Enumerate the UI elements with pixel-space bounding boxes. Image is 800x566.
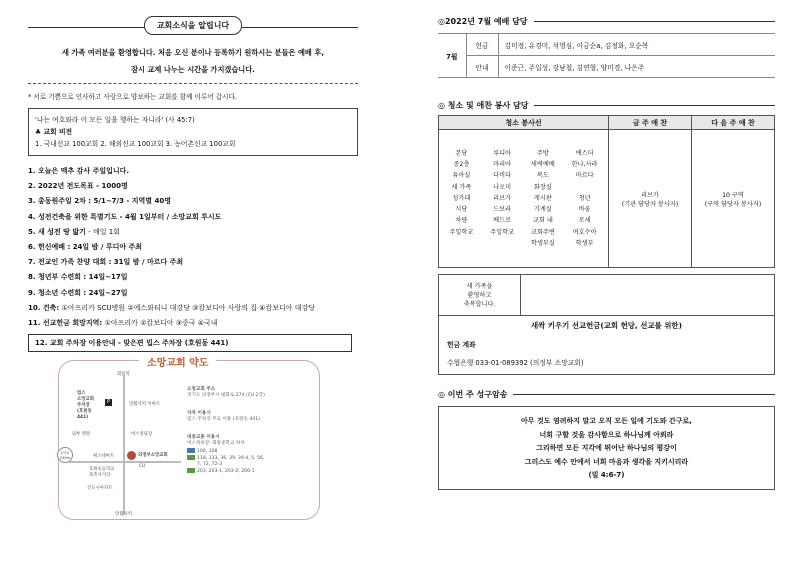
church-pin-icon: [127, 451, 136, 460]
left-column: [28, 16, 358, 520]
cleaning-entry: 베드로: [493, 217, 512, 225]
map-label: 호원초등학교 북측사거리: [89, 467, 115, 479]
parking-notice: 12. 교회 주차장 이용안내 - 맞은편 빕스 주차장 (호원동 441): [28, 334, 352, 352]
verse-section-title: ◎ 이번 주 성구암송: [438, 389, 775, 400]
mission-offering-box: [438, 315, 775, 375]
cleaning-entry: 복도: [536, 172, 549, 180]
cleaning-entry: 한나,사라: [571, 160, 598, 168]
cleaning-entry: 마리아: [493, 160, 512, 168]
cleaning-entry: 드보라: [493, 206, 512, 214]
cleaning-entry: 차량: [455, 217, 468, 225]
offering-names: 김미정, 유경미, 석영심, 이금순a, 김정화, 오순복: [498, 34, 775, 56]
map-label: 신도시아파트: [87, 486, 113, 492]
guide-label: 안내: [466, 56, 498, 78]
verse-line: 너희 구할 것을 감사함으로 하나님께 아뢰라: [539, 430, 674, 439]
cleaning-entry: 식당: [455, 206, 468, 214]
cleaning-col-areas-2: [531, 148, 555, 250]
worship-duty-table: [438, 33, 775, 78]
verse-line: 그리스도 예수 안에서 너희 마음과 생각을 지키시리라: [524, 457, 689, 466]
cleaning-entry: 모세: [578, 217, 591, 225]
verse-line: 아무 것도 염려하지 말고 오직 모든 일에 기도와 간구로,: [521, 417, 692, 425]
map-road: [69, 461, 181, 463]
news-list: [28, 164, 358, 331]
cleaning-entry: 루디아: [493, 149, 512, 157]
cleaning-entry: 주일학교: [490, 228, 515, 236]
cleaning-section-title: ◎ 청소 및 애찬 봉사 담당: [438, 100, 775, 111]
worship-section-title: ◎2022년 7월 예배 담당: [438, 16, 775, 27]
news-banner: 교회소식을 알립니다: [144, 16, 242, 35]
cleaning-entry: 새 가족: [451, 183, 472, 191]
map-label: 회룡역: [117, 372, 130, 378]
news-item: 2. 2022년 전도목표 - 1000명: [28, 182, 128, 191]
map-label: 망월사역 이마트: [129, 402, 161, 408]
map-label: 망월사역: [115, 512, 132, 518]
cleaning-grid-cell: [439, 130, 609, 268]
mission-account-label: 헌금 계좌: [447, 341, 476, 349]
cleaning-entry: 여호수아: [572, 228, 597, 236]
map-label: 빕스 소망교회 주차장 (호원동 441): [77, 391, 94, 421]
map-label: 에스테마트: [93, 454, 115, 460]
cleaning-entry: 학생부실: [530, 240, 555, 248]
cleaning-col-groups: [490, 148, 514, 250]
news-item: 8. 청년부 수련회 : 14일~17일: [28, 273, 128, 282]
news-item: 5. 새 성전 땅 밟기 - 매일 1회: [28, 227, 121, 236]
cleaning-entry: 본당: [455, 149, 468, 157]
map-label: CU: [139, 464, 146, 470]
church-map: [58, 360, 320, 520]
verse-reference: (빌 4:6-7): [588, 471, 625, 480]
news-item: 7. 전교인 가족 찬양 대회 : 31일 밤 / 마르다 주최: [28, 258, 184, 267]
cleaning-entry: 중2층: [453, 160, 470, 168]
cleaning-entry: 리브가: [493, 194, 512, 202]
month-cell: 7월: [438, 34, 466, 78]
map-label: 외부 병원: [71, 432, 91, 438]
cleaning-entry: 교회주변: [530, 228, 555, 236]
verse-line: 그리하면 모든 지각에 뛰어난 하나님의 평강이: [536, 444, 677, 453]
cleaning-entry: 게시판: [533, 194, 552, 202]
cleaning-entry: 청년: [578, 194, 591, 202]
this-week-cell: 리브가 (기관 담당자 봉사자): [609, 130, 692, 268]
cleaning-entry: 주일학교: [449, 228, 474, 236]
cleaning-entry: 화장실: [533, 183, 552, 191]
parking-icon: P: [106, 399, 110, 406]
map-label: 1차로 240m: [57, 447, 73, 463]
cleaning-col-areas: [449, 148, 473, 250]
welcome-line-2: 잠시 교제 나누는 시간을 가지겠습니다.: [131, 65, 255, 74]
map-label: 의정부소망교회: [138, 453, 168, 459]
divider: [28, 83, 358, 84]
vision-title: ♣ 교회 비전: [35, 128, 73, 136]
map-label: 버스정류장: [131, 432, 153, 438]
cleaning-entry: 에스더: [575, 149, 594, 157]
map-road: [123, 375, 125, 515]
map-parking: 자차 이용시 빕스 주차장 무료 이용 (호원동 441): [187, 411, 260, 423]
right-column: [438, 16, 775, 490]
col-header: 청소 봉사선: [439, 116, 609, 130]
vision-items: 1. 국내선교 100교회 2. 해외선교 100교회 3. 농어촌선교 100교회: [35, 140, 236, 148]
welcome-message: [28, 44, 358, 78]
news-item: 10. 건축: ①아프리카 SCU병원 ②에스와티니 대강당 ③캄보디아 사랑의 집 ④캄보디아 대강당: [28, 303, 316, 312]
news-item: 3. 총동원주일 2차 : 5/1~7/3 - 지역별 40명: [28, 197, 171, 206]
cleaning-entry: 유아실: [452, 172, 471, 180]
cleaning-entry: 주방: [536, 149, 549, 157]
cleaning-entry: 나오미: [493, 183, 512, 191]
newcomer-message: 새 가족을 환영하고 축복합니다.: [439, 275, 521, 315]
cleaning-entry: 바울: [578, 206, 591, 214]
guide-names: 이준근, 주일성, 강남철, 김연형, 양미경, 나은주: [498, 56, 775, 78]
cleaning-entry: 기계실: [533, 206, 552, 214]
newcomer-box: [438, 274, 775, 316]
cleaning-entry: [572, 182, 598, 193]
cleaning-entry: 교회 내: [532, 217, 553, 225]
mission-title: 새싹 키우기 선교헌금(교회 헌당, 선교를 위한): [531, 321, 682, 330]
news-item: 4. 성전건축을 위한 특별기도 - 4월 1일부터 / 소망교회 투시도: [28, 212, 222, 221]
news-item: 9. 청소년 수련회 : 24일~27일: [28, 288, 128, 297]
vision-box: [28, 108, 358, 156]
cleaning-grid: [439, 145, 608, 253]
col-header: 금 주 애 찬: [609, 116, 692, 130]
welcome-line-1: 새 가족 여러분을 환영합니다. 처음 오신 분이나 등록하기 원하시는 분들은 예배 후,: [61, 48, 325, 57]
cleaning-entry: 성가대: [452, 194, 471, 202]
cleaning-entry: 마르다: [575, 172, 594, 180]
cleaning-table: [438, 115, 775, 268]
offering-label: 헌금: [466, 34, 498, 56]
map-title: 소망교회 약도: [139, 354, 216, 369]
cleaning-entry: 학생부: [575, 240, 594, 248]
cleaning-col-groups-2: [572, 148, 598, 250]
map-address: 소망교회 주소 경기도 의정부시 평화로 274 (CU 2층): [187, 387, 265, 399]
newcomer-blank: [521, 275, 774, 315]
cleaning-entry: 다비다: [493, 172, 512, 180]
vision-verse: '나는 여호와라 이 모든 일을 행하는 자니라' (사 45:7): [35, 116, 195, 124]
news-item: 1. 오늘은 맥추 감사 주일입니다.: [28, 167, 130, 175]
news-item: 11. 선교헌금 회망지역: ①아프리카 ②캄보디아 ③중국 ④국내: [28, 319, 218, 328]
cleaning-entry: 새벽예배: [530, 160, 555, 168]
memory-verse-box: [438, 406, 775, 490]
col-header: 다 음 주 애 찬: [692, 116, 775, 130]
map-transit: 대중교통 이용시 버스정류장: 회룡중학교 하차 106, 108 118, 133, 36, 39, 39-4, 5, 56, 7, 72, 72-3 203, 203-1, 203-2, 206-1: [187, 435, 265, 475]
mission-bank: 수협은행 033-01-089392 (의정부 소망교회): [447, 359, 584, 367]
news-banner-wrap: [28, 16, 358, 38]
news-item: 6. 헌신예배 : 24일 밤 / 루디아 주최: [28, 243, 143, 252]
courtesy-note: * 서로 기쁨으로 인사하고 사랑으로 양보하는 교회를 함께 이루어 갑시다.: [28, 93, 237, 101]
next-week-cell: 10 구역 (구역 담당자 봉사자): [692, 130, 775, 268]
